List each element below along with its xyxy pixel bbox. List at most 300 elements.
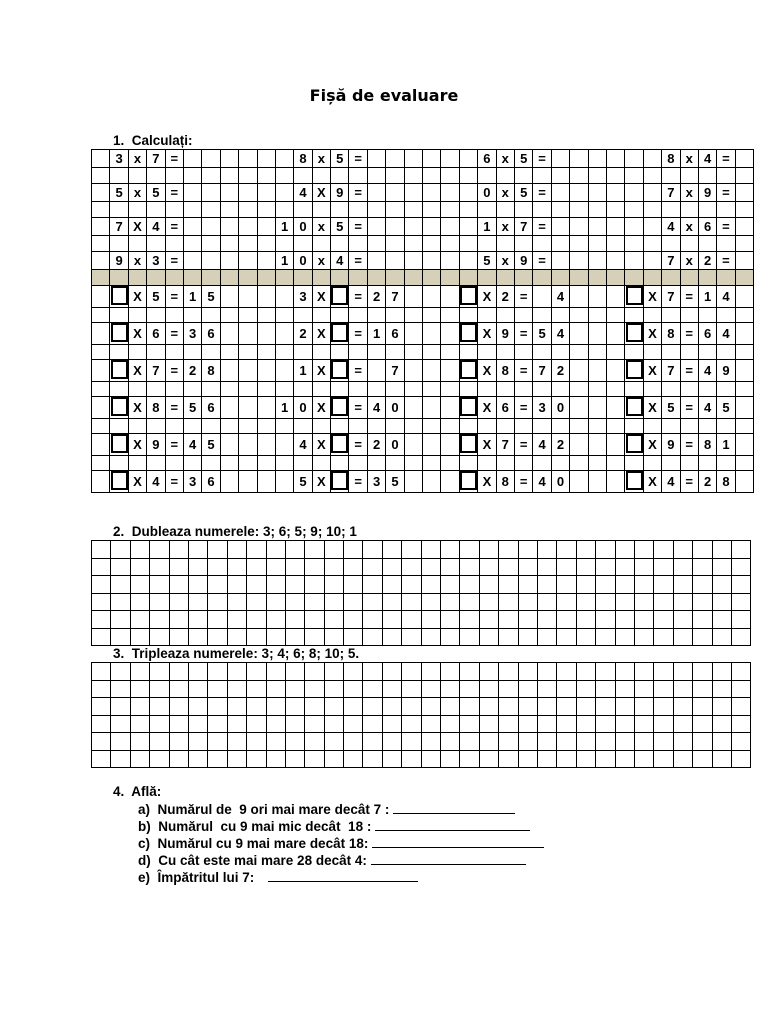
answer-box[interactable] <box>460 286 477 305</box>
grid-cell[interactable] <box>220 218 238 236</box>
grid-cell[interactable] <box>404 471 422 493</box>
grid-cell[interactable] <box>588 323 606 345</box>
answer-cell[interactable] <box>537 593 556 611</box>
grid-cell[interactable] <box>404 252 422 270</box>
grid-cell[interactable] <box>110 471 128 493</box>
grid-cell[interactable] <box>570 434 588 456</box>
answer-cell[interactable] <box>499 715 518 733</box>
grid-cell[interactable] <box>441 382 459 397</box>
answer-cell[interactable] <box>305 733 324 751</box>
grid-cell[interactable] <box>92 397 110 419</box>
grid-cell[interactable] <box>606 184 624 202</box>
grid-cell[interactable] <box>312 236 330 252</box>
answer-cell[interactable] <box>305 541 324 559</box>
grid-cell[interactable] <box>643 308 661 323</box>
answer-cell[interactable] <box>654 680 673 698</box>
answer-cell[interactable] <box>441 576 460 594</box>
answer-cell[interactable] <box>634 541 653 559</box>
grid-cell[interactable] <box>110 360 128 382</box>
grid-cell[interactable] <box>423 286 441 308</box>
grid-cell[interactable] <box>533 345 551 360</box>
grid-cell[interactable] <box>441 184 459 202</box>
grid-cell[interactable] <box>220 308 238 323</box>
answer-cell[interactable] <box>305 558 324 576</box>
answer-cell[interactable] <box>92 541 111 559</box>
grid-cell[interactable] <box>367 345 385 360</box>
grid-cell[interactable] <box>606 360 624 382</box>
answer-cell[interactable] <box>673 558 692 576</box>
grid-cell[interactable] <box>698 308 716 323</box>
grid-cell[interactable] <box>92 236 110 252</box>
grid-cell[interactable] <box>570 150 588 168</box>
grid-cell[interactable] <box>735 382 753 397</box>
grid-cell[interactable] <box>459 397 477 419</box>
grid-cell[interactable] <box>680 419 698 434</box>
answer-cell[interactable] <box>363 576 382 594</box>
grid-cell[interactable] <box>551 168 569 184</box>
grid-cell[interactable] <box>625 345 643 360</box>
grid-cell[interactable] <box>220 360 238 382</box>
answer-cell[interactable] <box>634 680 653 698</box>
grid-cell[interactable] <box>570 471 588 493</box>
answer-cell[interactable] <box>634 558 653 576</box>
answer-cell[interactable] <box>227 576 246 594</box>
answer-cell[interactable] <box>208 628 227 646</box>
grid-cell[interactable] <box>588 382 606 397</box>
answer-cell[interactable] <box>596 733 615 751</box>
grid-cell[interactable] <box>533 419 551 434</box>
grid-cell[interactable] <box>275 236 293 252</box>
answer-cell[interactable] <box>421 628 440 646</box>
grid-cell[interactable] <box>570 456 588 471</box>
grid-cell[interactable] <box>349 419 367 434</box>
grid-cell[interactable] <box>606 252 624 270</box>
grid-cell[interactable] <box>423 419 441 434</box>
answer-cell[interactable] <box>227 593 246 611</box>
grid-cell[interactable] <box>275 419 293 434</box>
answer-cell[interactable] <box>111 593 130 611</box>
answer-box[interactable] <box>460 397 477 416</box>
grid-cell[interactable] <box>220 236 238 252</box>
grid-cell[interactable] <box>275 382 293 397</box>
grid-cell[interactable] <box>441 323 459 345</box>
grid-cell[interactable] <box>312 202 330 218</box>
answer-cell[interactable] <box>460 541 479 559</box>
answer-cell[interactable] <box>537 733 556 751</box>
grid-cell[interactable] <box>459 218 477 236</box>
grid-cell[interactable] <box>533 168 551 184</box>
answer-cell[interactable] <box>731 698 750 716</box>
grid-cell[interactable] <box>606 218 624 236</box>
answer-cell[interactable] <box>731 558 750 576</box>
answer-cell[interactable] <box>188 558 207 576</box>
answer-cell[interactable] <box>615 558 634 576</box>
grid-cell[interactable] <box>570 202 588 218</box>
answer-cell[interactable] <box>441 715 460 733</box>
grid-cell[interactable] <box>110 286 128 308</box>
answer-cell[interactable] <box>111 698 130 716</box>
grid-cell[interactable] <box>551 218 569 236</box>
answer-cell[interactable] <box>731 593 750 611</box>
grid-cell[interactable] <box>331 323 349 345</box>
grid-cell[interactable] <box>514 168 532 184</box>
grid-cell[interactable] <box>257 397 275 419</box>
grid-cell[interactable] <box>441 236 459 252</box>
answer-cell[interactable] <box>460 663 479 681</box>
answer-cell[interactable] <box>712 628 731 646</box>
grid-cell[interactable] <box>294 236 312 252</box>
grid-cell[interactable] <box>367 419 385 434</box>
answer-cell[interactable] <box>421 663 440 681</box>
grid-cell[interactable] <box>92 150 110 168</box>
answer-cell[interactable] <box>344 663 363 681</box>
answer-cell[interactable] <box>518 576 537 594</box>
grid-cell[interactable] <box>257 286 275 308</box>
grid-cell[interactable] <box>570 184 588 202</box>
grid-cell[interactable] <box>423 218 441 236</box>
answer-cell[interactable] <box>382 593 401 611</box>
answer-cell[interactable] <box>479 698 498 716</box>
answer-cell[interactable] <box>712 611 731 629</box>
grid-cell[interactable] <box>514 308 532 323</box>
grid-cell[interactable] <box>92 360 110 382</box>
grid-cell[interactable] <box>183 419 201 434</box>
answer-cell[interactable] <box>557 541 576 559</box>
grid-cell[interactable] <box>478 202 496 218</box>
grid-cell[interactable] <box>441 434 459 456</box>
grid-cell[interactable] <box>239 397 257 419</box>
answer-cell[interactable] <box>596 663 615 681</box>
answer-cell[interactable] <box>324 663 343 681</box>
grid-cell[interactable] <box>386 456 404 471</box>
grid-cell[interactable] <box>110 419 128 434</box>
grid-cell[interactable] <box>570 218 588 236</box>
answer-cell[interactable] <box>266 733 285 751</box>
grid-cell[interactable] <box>588 456 606 471</box>
answer-cell[interactable] <box>537 541 556 559</box>
grid-cell[interactable] <box>331 286 349 308</box>
grid-cell[interactable] <box>459 434 477 456</box>
answer-cell[interactable] <box>382 628 401 646</box>
answer-cell[interactable] <box>363 733 382 751</box>
answer-cell[interactable] <box>479 680 498 698</box>
answer-cell[interactable] <box>460 680 479 698</box>
grid-cell[interactable] <box>680 202 698 218</box>
answer-cell[interactable] <box>557 611 576 629</box>
grid-cell[interactable] <box>128 308 146 323</box>
grid-cell[interactable] <box>606 397 624 419</box>
grid-cell[interactable] <box>606 323 624 345</box>
answer-cell[interactable] <box>693 698 712 716</box>
grid-cell[interactable] <box>606 434 624 456</box>
grid-cell[interactable] <box>533 236 551 252</box>
answer-cell[interactable] <box>615 576 634 594</box>
grid-cell[interactable] <box>735 184 753 202</box>
answer-cell[interactable] <box>188 733 207 751</box>
answer-cell[interactable] <box>673 628 692 646</box>
grid-cell[interactable] <box>257 236 275 252</box>
grid-cell[interactable] <box>110 323 128 345</box>
grid-cell[interactable] <box>220 382 238 397</box>
grid-cell[interactable] <box>331 471 349 493</box>
answer-cell[interactable] <box>402 611 421 629</box>
answer-cell[interactable] <box>654 750 673 768</box>
grid-cell[interactable] <box>110 434 128 456</box>
answer-cell[interactable] <box>324 576 343 594</box>
answer-cell[interactable] <box>305 663 324 681</box>
grid-cell[interactable] <box>257 382 275 397</box>
grid-cell[interactable] <box>717 419 735 434</box>
grid-cell[interactable] <box>404 397 422 419</box>
grid-cell[interactable] <box>643 419 661 434</box>
grid-cell[interactable] <box>551 236 569 252</box>
grid-cell[interactable] <box>551 252 569 270</box>
grid-cell[interactable] <box>570 323 588 345</box>
grid-cell[interactable] <box>496 168 514 184</box>
grid-cell[interactable] <box>92 252 110 270</box>
answer-cell[interactable] <box>324 750 343 768</box>
grid-cell[interactable] <box>625 202 643 218</box>
answer-cell[interactable] <box>479 541 498 559</box>
answer-cell[interactable] <box>169 558 188 576</box>
grid-cell[interactable] <box>533 382 551 397</box>
grid-cell[interactable] <box>404 202 422 218</box>
grid-cell[interactable] <box>220 434 238 456</box>
answer-cell[interactable] <box>712 715 731 733</box>
answer-cell[interactable] <box>537 698 556 716</box>
answer-cell[interactable] <box>557 663 576 681</box>
grid-cell[interactable] <box>239 308 257 323</box>
grid-cell[interactable] <box>275 456 293 471</box>
answer-cell[interactable] <box>693 715 712 733</box>
grid-cell[interactable] <box>717 202 735 218</box>
answer-box[interactable] <box>626 434 643 453</box>
answer-cell[interactable] <box>266 663 285 681</box>
answer-cell[interactable] <box>518 733 537 751</box>
grid-cell[interactable] <box>404 150 422 168</box>
grid-cell[interactable] <box>606 308 624 323</box>
answer-cell[interactable] <box>188 611 207 629</box>
grid-cell[interactable] <box>459 202 477 218</box>
grid-cell[interactable] <box>570 397 588 419</box>
answer-cell[interactable] <box>111 733 130 751</box>
grid-cell[interactable] <box>478 308 496 323</box>
answer-cell[interactable] <box>363 558 382 576</box>
answer-cell[interactable] <box>130 628 149 646</box>
answer-cell[interactable] <box>557 750 576 768</box>
answer-cell[interactable] <box>421 576 440 594</box>
answer-cell[interactable] <box>169 541 188 559</box>
grid-cell[interactable] <box>551 150 569 168</box>
answer-cell[interactable] <box>169 733 188 751</box>
grid-cell[interactable] <box>533 308 551 323</box>
grid-cell[interactable] <box>625 286 643 308</box>
answer-cell[interactable] <box>557 715 576 733</box>
answer-cell[interactable] <box>266 576 285 594</box>
grid-cell[interactable] <box>202 150 220 168</box>
answer-cell[interactable] <box>208 541 227 559</box>
grid-cell[interactable] <box>165 168 183 184</box>
answer-cell[interactable] <box>731 680 750 698</box>
answer-cell[interactable] <box>634 576 653 594</box>
grid-cell[interactable] <box>331 202 349 218</box>
answer-cell[interactable] <box>673 715 692 733</box>
grid-cell[interactable] <box>110 382 128 397</box>
answer-cell[interactable] <box>537 715 556 733</box>
grid-cell[interactable] <box>275 286 293 308</box>
answer-cell[interactable] <box>693 611 712 629</box>
grid-cell[interactable] <box>312 419 330 434</box>
grid-cell[interactable] <box>331 168 349 184</box>
answer-cell[interactable] <box>441 680 460 698</box>
grid-cell[interactable] <box>588 184 606 202</box>
grid-cell[interactable] <box>220 397 238 419</box>
grid-cell[interactable] <box>441 168 459 184</box>
answer-cell[interactable] <box>421 733 440 751</box>
grid-cell[interactable] <box>404 218 422 236</box>
answer-cell[interactable] <box>731 715 750 733</box>
grid-cell[interactable] <box>625 150 643 168</box>
grid-cell[interactable] <box>147 345 165 360</box>
answer-cell[interactable] <box>421 680 440 698</box>
answer-cell[interactable] <box>634 663 653 681</box>
grid-cell[interactable] <box>606 471 624 493</box>
answer-cell[interactable] <box>537 576 556 594</box>
answer-cell[interactable] <box>673 733 692 751</box>
answer-cell[interactable] <box>324 593 343 611</box>
answer-cell[interactable] <box>557 558 576 576</box>
answer-cell[interactable] <box>615 541 634 559</box>
grid-cell[interactable] <box>275 150 293 168</box>
grid-cell[interactable] <box>202 419 220 434</box>
grid-cell[interactable] <box>588 419 606 434</box>
grid-cell[interactable] <box>239 419 257 434</box>
grid-cell[interactable] <box>496 236 514 252</box>
answer-cell[interactable] <box>247 680 266 698</box>
grid-cell[interactable] <box>331 397 349 419</box>
answer-cell[interactable] <box>537 663 556 681</box>
grid-cell[interactable] <box>312 168 330 184</box>
grid-cell[interactable] <box>735 456 753 471</box>
answer-cell[interactable] <box>596 750 615 768</box>
grid-cell[interactable] <box>441 456 459 471</box>
grid-cell[interactable] <box>588 434 606 456</box>
grid-cell[interactable] <box>331 382 349 397</box>
answer-cell[interactable] <box>324 611 343 629</box>
grid-cell[interactable] <box>257 471 275 493</box>
grid-cell[interactable] <box>404 456 422 471</box>
grid-cell[interactable] <box>239 382 257 397</box>
answer-cell[interactable] <box>693 733 712 751</box>
grid-cell[interactable] <box>441 419 459 434</box>
answer-cell[interactable] <box>634 611 653 629</box>
answer-cell[interactable] <box>557 733 576 751</box>
grid-cell[interactable] <box>110 397 128 419</box>
answer-box[interactable] <box>111 286 128 305</box>
grid-cell[interactable] <box>404 286 422 308</box>
grid-cell[interactable] <box>183 456 201 471</box>
grid-cell[interactable] <box>643 184 661 202</box>
answer-cell[interactable] <box>227 663 246 681</box>
answer-cell[interactable] <box>208 733 227 751</box>
answer-cell[interactable] <box>150 593 169 611</box>
answer-cell[interactable] <box>479 715 498 733</box>
grid-cell[interactable] <box>588 252 606 270</box>
grid-cell[interactable] <box>459 360 477 382</box>
answer-cell[interactable] <box>150 733 169 751</box>
grid-cell[interactable] <box>423 323 441 345</box>
grid-cell[interactable] <box>128 345 146 360</box>
grid-cell[interactable] <box>202 184 220 202</box>
answer-cell[interactable] <box>441 750 460 768</box>
grid-cell[interactable] <box>459 168 477 184</box>
answer-cell[interactable] <box>324 628 343 646</box>
answer-cell[interactable] <box>150 698 169 716</box>
grid-cell[interactable] <box>92 308 110 323</box>
answer-cell[interactable] <box>576 611 595 629</box>
grid-cell[interactable] <box>294 419 312 434</box>
grid-cell[interactable] <box>202 168 220 184</box>
grid-cell[interactable] <box>165 345 183 360</box>
answer-cell[interactable] <box>499 663 518 681</box>
grid-cell[interactable] <box>349 168 367 184</box>
grid-cell[interactable] <box>606 456 624 471</box>
grid-cell[interactable] <box>367 168 385 184</box>
grid-cell[interactable] <box>423 397 441 419</box>
grid-cell[interactable] <box>459 323 477 345</box>
grid-cell[interactable] <box>514 202 532 218</box>
grid-cell[interactable] <box>128 236 146 252</box>
answer-cell[interactable] <box>479 611 498 629</box>
grid-cell[interactable] <box>459 236 477 252</box>
answer-cell[interactable] <box>499 733 518 751</box>
grid-cell[interactable] <box>349 345 367 360</box>
answer-cell[interactable] <box>324 680 343 698</box>
grid-cell[interactable] <box>625 419 643 434</box>
answer-cell[interactable] <box>537 750 556 768</box>
grid-cell[interactable] <box>735 168 753 184</box>
grid-cell[interactable] <box>662 345 680 360</box>
grid-cell[interactable] <box>423 345 441 360</box>
grid-cell[interactable] <box>441 308 459 323</box>
grid-cell[interactable] <box>257 184 275 202</box>
grid-cell[interactable] <box>680 168 698 184</box>
answer-cell[interactable] <box>169 576 188 594</box>
answer-cell[interactable] <box>460 558 479 576</box>
grid-cell[interactable] <box>128 456 146 471</box>
grid-cell[interactable] <box>275 202 293 218</box>
answer-cell[interactable] <box>441 611 460 629</box>
grid-cell[interactable] <box>220 168 238 184</box>
grid-cell[interactable] <box>92 456 110 471</box>
grid-cell[interactable] <box>478 456 496 471</box>
answer-cell[interactable] <box>441 733 460 751</box>
grid-cell[interactable] <box>202 382 220 397</box>
grid-cell[interactable] <box>92 218 110 236</box>
answer-blank-a[interactable] <box>393 801 515 814</box>
grid-cell[interactable] <box>92 419 110 434</box>
answer-cell[interactable] <box>479 733 498 751</box>
grid-cell[interactable] <box>183 308 201 323</box>
grid-cell[interactable] <box>551 456 569 471</box>
grid-cell[interactable] <box>404 419 422 434</box>
answer-cell[interactable] <box>693 628 712 646</box>
grid-cell[interactable] <box>496 382 514 397</box>
grid-cell[interactable] <box>423 184 441 202</box>
grid-cell[interactable] <box>459 382 477 397</box>
grid-cell[interactable] <box>257 323 275 345</box>
answer-cell[interactable] <box>382 611 401 629</box>
